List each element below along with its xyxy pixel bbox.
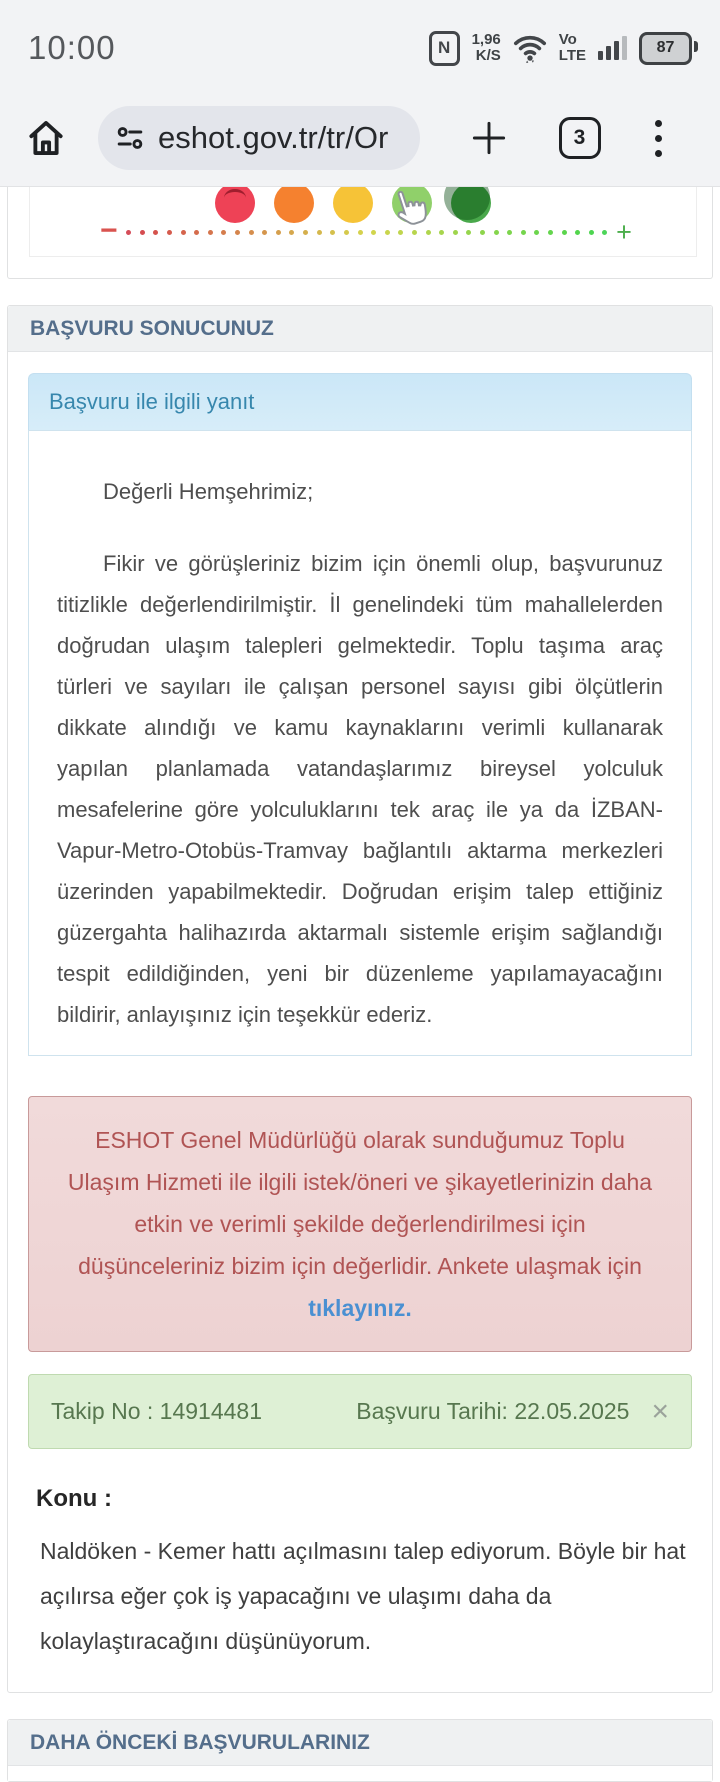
rating-face-very-good[interactable] — [451, 187, 491, 223]
nfc-icon — [429, 31, 460, 66]
tab-switcher-button[interactable] — [559, 117, 601, 159]
volte-line1: Vo — [558, 31, 577, 48]
previous-panel-title: DAHA ÖNCEKİ BAŞVURULARINIZ — [8, 1720, 712, 1766]
topic-text: Naldöken - Kemer hattı açılmasını talep ediyorum. Böyle bir hat açılırsa eğer çok iş yapacağını ve ulaşımı daha da kolaylaştıracağını düşünüyorum. — [40, 1538, 686, 1654]
site-settings-icon — [116, 124, 144, 152]
result-panel-title: BAŞVURU SONUCUNUZ — [8, 306, 712, 352]
rating-face-bad[interactable] — [274, 187, 314, 223]
reply-box-header: Başvuru ile ilgili yanıt — [28, 373, 692, 430]
rating-face-neutral[interactable] — [333, 187, 373, 223]
application-date: Başvuru Tarihi: 22.05.2025 — [356, 1398, 630, 1424]
signal-strength-icon — [598, 36, 627, 60]
network-speed-unit: K/S — [475, 47, 501, 64]
tracking-box-right — [356, 1394, 669, 1428]
close-button[interactable]: × — [651, 1394, 669, 1428]
home-button[interactable] — [24, 116, 68, 160]
result-panel-body — [8, 352, 712, 1692]
rating-card — [29, 187, 697, 257]
toolbar-actions — [420, 115, 720, 161]
reply-box-text — [28, 430, 692, 1056]
tracking-box — [28, 1374, 692, 1449]
network-speed — [472, 32, 501, 64]
previous-panel-body — [8, 1766, 712, 1781]
new-tab-button[interactable] — [466, 115, 512, 161]
volte-line2: LTE — [558, 47, 586, 64]
status-time: 10:00 — [28, 29, 116, 66]
rating-scale: − + — [100, 213, 632, 247]
rating-face-very-bad[interactable] — [215, 187, 255, 223]
network-speed-value: 1,96 — [471, 31, 501, 48]
reply-greeting: Değerli Hemşehrimiz; — [103, 479, 314, 504]
result-panel — [7, 305, 713, 1693]
survey-text: ESHOT Genel Müdürlüğü olarak sunduğumuz Toplu Ulaşım Hizmeti ile ilgili istek/öneri ve şikayetlerinizin daha etkin ve verimli şekilde değerlendirilmesi için düşünceleriniz bizim için değerlidir. Ankete ulaşmak için — [67, 1127, 653, 1279]
url-text: eshot.gov.tr/tr/Or — [158, 120, 389, 155]
topic-label: Konu : — [36, 1485, 112, 1512]
rating-faces — [215, 187, 491, 223]
tracking-number: Takip No : 14914481 — [51, 1398, 262, 1424]
volte-indicator — [559, 32, 586, 64]
url-bar[interactable] — [98, 106, 420, 170]
reply-body: Fikir ve görüşleriniz bizim için önemli olup, başvurunuz titizlikle değerlendirilmiştir. İl genelindeki tüm mahallelerden doğrudan ulaşım talepleri gelmektedir. Toplu taşıma araç türleri ve sayıları ile çalışan personel sayısı gibi ölçütlerin dikkate alındığı ve kamu kaynaklarını verimli kullanarak yapılan planlamada vatandaşlarımız bireysel yolculuk mesafelerine göre yolculuklarını tek araç ile ya da İZBAN-Vapur-Metro-Otobüs-Tramvay bağlantılı aktarma merkezleri üzerinden yapabilmektedir. Doğrudan erişim talep ettiğiniz güzergahta halihazırda aktarmalı sistemle erişim sağlandığı tespit edildiğinden, yeni bir düzenleme yapılamayacağını bildirir, anlayışınız için teşekkür ederiz. — [57, 551, 663, 1027]
web-content — [0, 187, 720, 1782]
survey-link[interactable]: tıklayınız. — [308, 1295, 412, 1321]
menu-button[interactable] — [647, 116, 670, 161]
tab-count: 3 — [573, 126, 586, 149]
status-icons — [429, 31, 700, 66]
status-bar — [0, 0, 720, 90]
survey-notice — [28, 1096, 692, 1352]
battery-icon — [639, 32, 692, 65]
previous-panel — [7, 1719, 713, 1782]
wifi-icon — [513, 33, 547, 63]
browser-toolbar — [0, 90, 720, 187]
battery-percent: 87 — [656, 39, 675, 56]
rating-panel — [7, 187, 713, 279]
